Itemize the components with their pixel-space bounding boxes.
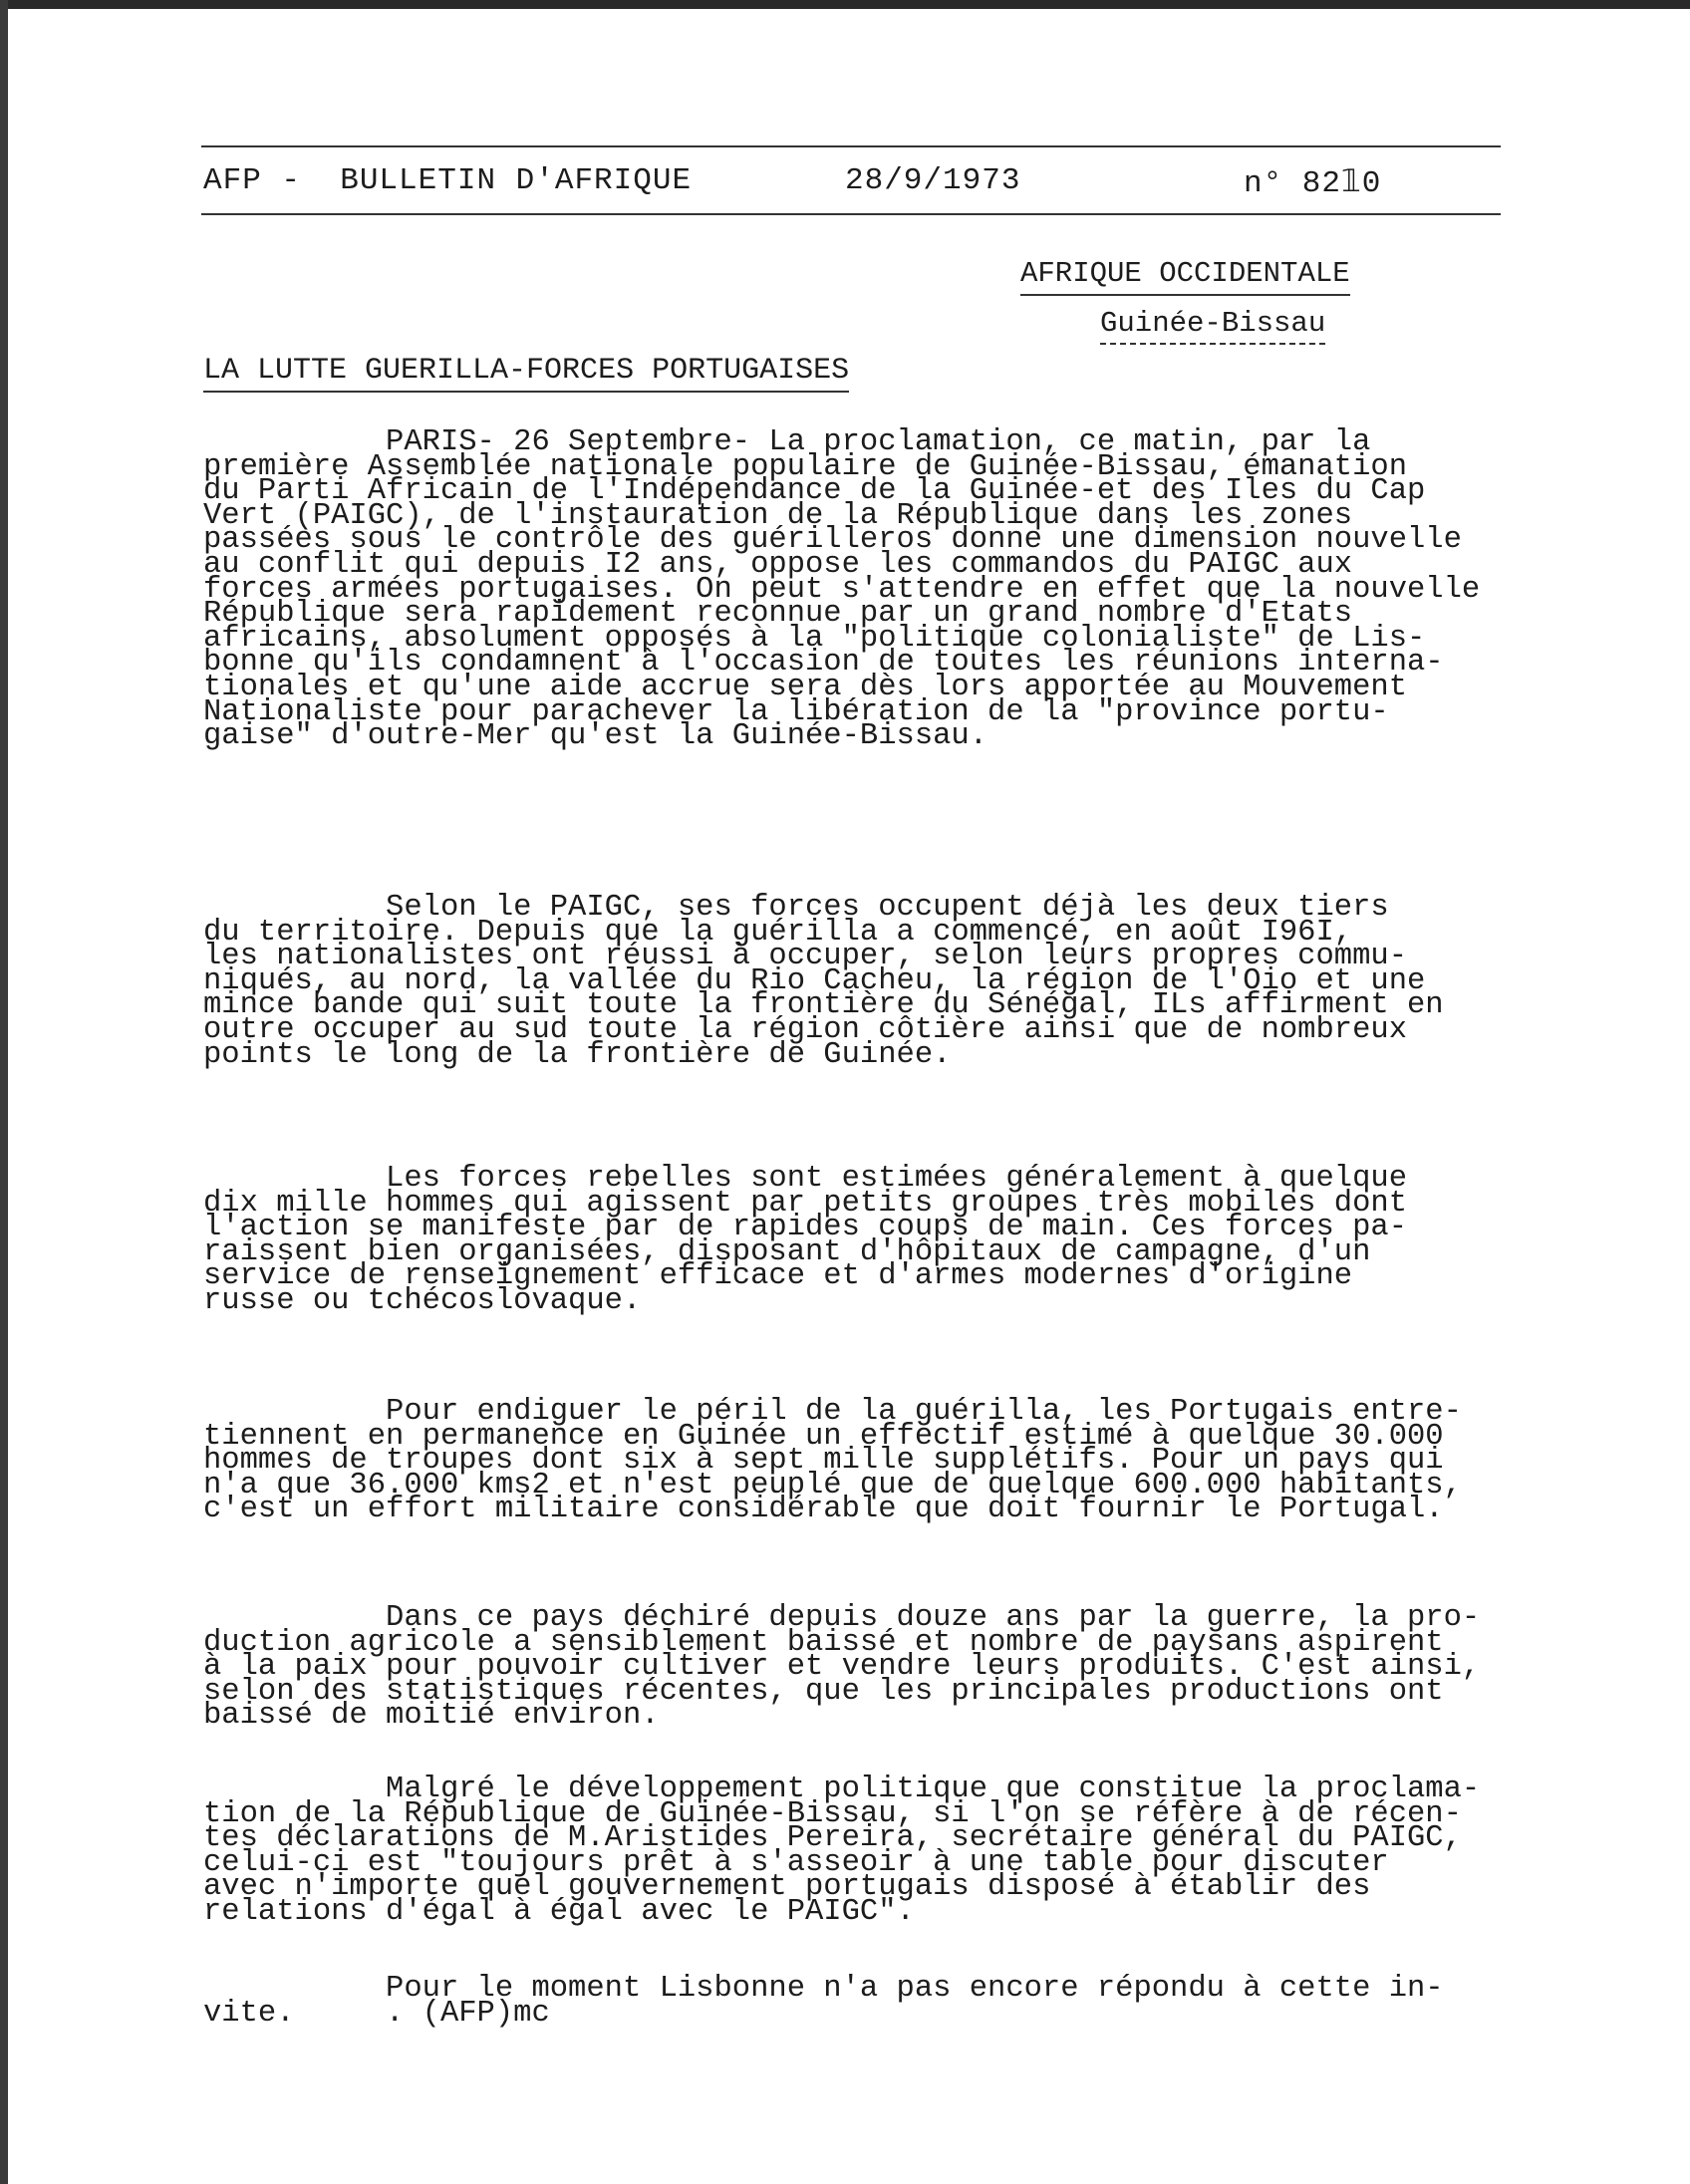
text-line: duction agricole a sensiblement baissé et nombre de paysans aspirent (203, 1625, 1444, 1660)
paragraph (203, 1773, 1529, 1929)
text-line: l'action se manifeste par de rapides coups de main. Ces forces pa- (203, 1211, 1407, 1245)
text-line: russe ou tchécoslovaque. (203, 1283, 642, 1318)
text-line: vite. . (AFP)mc (203, 1996, 550, 2031)
text-line: Les forces rebelles sont estimées généralement à quelque (203, 1162, 1407, 1196)
text-line: points le long de la frontière de Guinée. (203, 1037, 952, 1072)
text-line: celui-ci est "toujours prêt à s'asseoir à une table pour discuter (203, 1845, 1389, 1880)
text-line: service de renseignement efficace et d'armes modernes d'origine (203, 1259, 1353, 1294)
text-line: outre occuper au sud toute la région côtière ainsi que de nombreux (203, 1012, 1407, 1047)
text-line: République sera rapidement reconnue par un grand nombre d'Etats (203, 597, 1353, 632)
country-heading: Guinée-Bissau (1100, 307, 1325, 345)
text-line: n'a que 36.000 kms2 et n'est peuplé que de quelque 600.000 habitants, (203, 1468, 1462, 1502)
text-line: gaise" d'outre-Mer qu'est la Guinée-Bissau. (203, 719, 988, 754)
text-line: avec n'importe quel gouvernement portugais disposé à établir des (203, 1870, 1371, 1905)
text-line: selon des statistiques récentes, que les principales productions ont (203, 1674, 1444, 1709)
text-line: Pour le moment Lisbonne n'a pas encore répondu à cette in- (203, 1972, 1444, 2006)
text-line: première Assemblée nationale populaire de Guinée-Bissau, émanation (203, 449, 1407, 484)
text-line: Dans ce pays déchiré depuis douze ans par la guerre, la pro- (203, 1601, 1481, 1635)
paragraph (203, 1395, 1529, 1527)
text-line: hommes de troupes dont six à sept mille supplétifs. Pour un pays qui (203, 1444, 1444, 1479)
paragraph (203, 1601, 1529, 1734)
text-line: tiennent en permanence en Guinée un effectif estimé à quelque 30.000 (203, 1419, 1444, 1454)
paragraph (203, 891, 1529, 1072)
text-line: Nationaliste pour parachever la libération de la "province portu- (203, 694, 1389, 729)
text-line: Malgré le développement politique que constitue la proclama- (203, 1773, 1481, 1806)
text-line: du Parti Africain de l'Indépendance de la Guinée-et des Iles du Cap (203, 474, 1426, 509)
text-line: Vert (PAIGC), de l'instauration de la République dans les zones (203, 498, 1353, 533)
bulletin-date: 28/9/1973 (845, 163, 1021, 198)
scan-border-top (0, 0, 1690, 9)
text-line: passées sous le contrôle des guérilleros donne une dimension nouvelle (203, 523, 1462, 558)
text-line: raissent bien organisées, disposant d'hôpitaux de campagne, d'un (203, 1234, 1371, 1269)
text-line: dix mille hommes qui agissent par petits groupes très mobiles dont (203, 1186, 1407, 1221)
header-rule-bottom (201, 213, 1501, 215)
bulletin-source: AFP - BULLETIN D'AFRIQUE (203, 163, 693, 198)
text-line: baissé de moitié environ. (203, 1699, 660, 1734)
text-line: bonne qu'ils condamnent à l'occasion de toutes les réunions interna- (203, 646, 1444, 681)
text-line: à la paix pour pouvoir cultiver et vendre leurs produits. C'est ainsi, (203, 1650, 1481, 1685)
region-heading: AFRIQUE OCCIDENTALE (1020, 257, 1350, 296)
text-line: forces armées portugaises. On peut s'attendre en effet que la nouvelle (203, 572, 1481, 607)
paragraph (203, 1972, 1529, 2031)
text-line: au conflit qui depuis I2 ans, oppose les commandos du PAIGC aux (203, 547, 1353, 582)
text-line: du territoire. Depuis que la guérilla a commencé, en août I96I, (203, 915, 1353, 950)
paragraph (203, 1162, 1529, 1318)
text-line: africains, absolument opposés à la "politique colonialiste" de Lis- (203, 621, 1426, 656)
scan-border-left (0, 0, 8, 2184)
paragraph (203, 425, 1529, 754)
header-rule-top (201, 145, 1501, 147)
article-headline: LA LUTTE GUERILLA-FORCES PORTUGAISES (203, 354, 849, 393)
text-line: PARIS- 26 Septembre- La proclamation, ce matin, par la (203, 425, 1371, 459)
text-line: tion de la République de Guinée-Bissau, si l'on se réfère à de récen- (203, 1796, 1462, 1831)
text-line: tionales et qu'une aide accrue sera dès lors apportée au Mouvement (203, 670, 1407, 704)
text-line: les nationalistes ont réussi à occuper, selon leurs propres commu- (203, 940, 1407, 974)
text-line: c'est un effort militaire considérable que doit fournir le Portugal. (203, 1493, 1444, 1527)
text-line: Selon le PAIGC, ses forces occupent déjà les deux tiers (203, 891, 1389, 925)
text-line: niqués, au nord, la vallée du Rio Cacheu, la région de l'Oio et une (203, 963, 1426, 998)
text-line: relations d'égal à égal avec le PAIGC". (203, 1894, 915, 1929)
text-line: tes déclarations de M.Aristides Pereira, secrétaire général du PAIGC, (203, 1821, 1462, 1856)
bulletin-number: n° 82𝟙0 (1244, 166, 1382, 201)
text-line: Pour endiguer le péril de la guérilla, les Portugais entre- (203, 1395, 1462, 1429)
text-line: mince bande qui suit toute la frontière du Sénégal, ILs affirment en (203, 988, 1444, 1023)
